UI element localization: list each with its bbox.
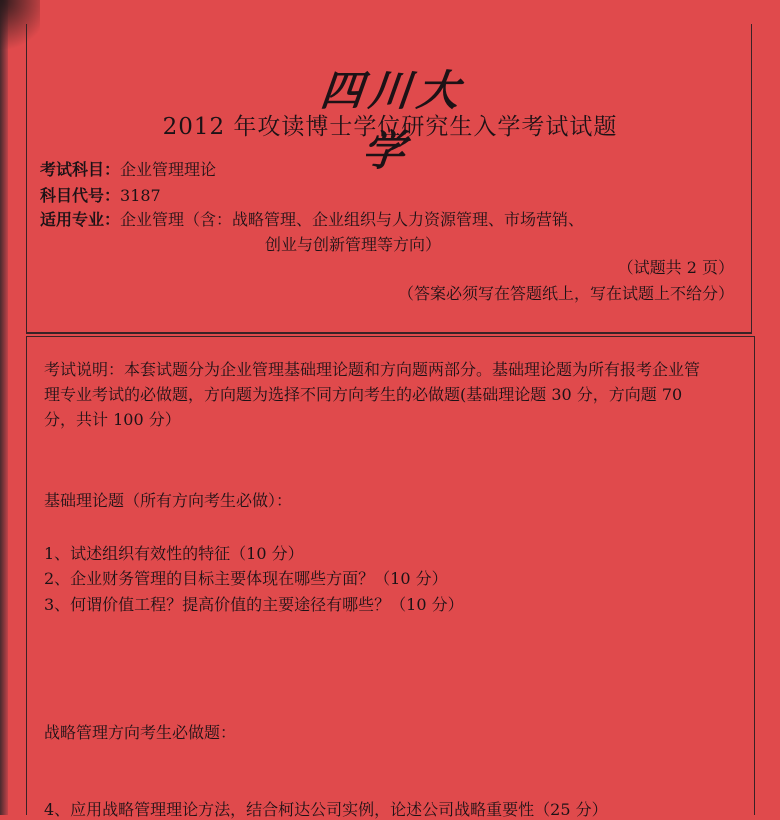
basic-section-heading: 基础理论题（所有方向考生必做）： bbox=[44, 491, 293, 510]
major-value: 企业管理（含：战略管理、企业组织与人力资源管理、市场营销、 bbox=[120, 210, 585, 229]
body-frame-top bbox=[26, 336, 754, 337]
major-label: 适用专业： bbox=[40, 210, 121, 229]
code-label: 科目代号： bbox=[40, 186, 121, 205]
university-logo: 四川大学 bbox=[318, 66, 468, 175]
question-1: 1、试述组织有效性的特征（10 分） bbox=[44, 544, 304, 563]
subject-line bbox=[40, 157, 216, 180]
subject-label: 考试科目： bbox=[40, 160, 121, 179]
exam-title: 2012 年攻读博士学位研究生入学考试试题 bbox=[162, 114, 618, 140]
subject-value: 企业管理理论 bbox=[120, 160, 217, 179]
code-value: 3187 bbox=[120, 186, 161, 205]
page-count: （试题共 2 页） bbox=[617, 258, 734, 277]
major-value-continued: 创业与创新管理等方向） bbox=[265, 235, 442, 254]
strategy-section-heading: 战略管理方向考生必做题： bbox=[44, 723, 237, 742]
scan-edge bbox=[0, 0, 8, 815]
code-line bbox=[40, 183, 161, 206]
answer-note: （答案必须写在答题纸上，写在试题上不给分） bbox=[397, 284, 734, 303]
question-3: 3、何谓价值工程？提高价值的主要途径有哪些？（10 分） bbox=[44, 595, 464, 614]
question-4: 4、应用战略管理理论方法，结合柯达公司实例，论述公司战略重要性（25 分） bbox=[44, 800, 608, 819]
body-frame-right bbox=[754, 336, 755, 815]
major-line bbox=[40, 207, 584, 230]
body-frame-left bbox=[26, 336, 27, 815]
exam-instructions: 考试说明：本套试题分为企业管理基础理论题和方向题两部分。基础理论题为所有报考企业管理专业考试的必做题，方向题为选择不同方向考生的必做题(基础理论题 30 分，方向题 70 分，共计 100 分） bbox=[44, 360, 701, 429]
question-2: 2、企业财务管理的目标主要体现在哪些方面？（10 分） bbox=[44, 569, 448, 588]
